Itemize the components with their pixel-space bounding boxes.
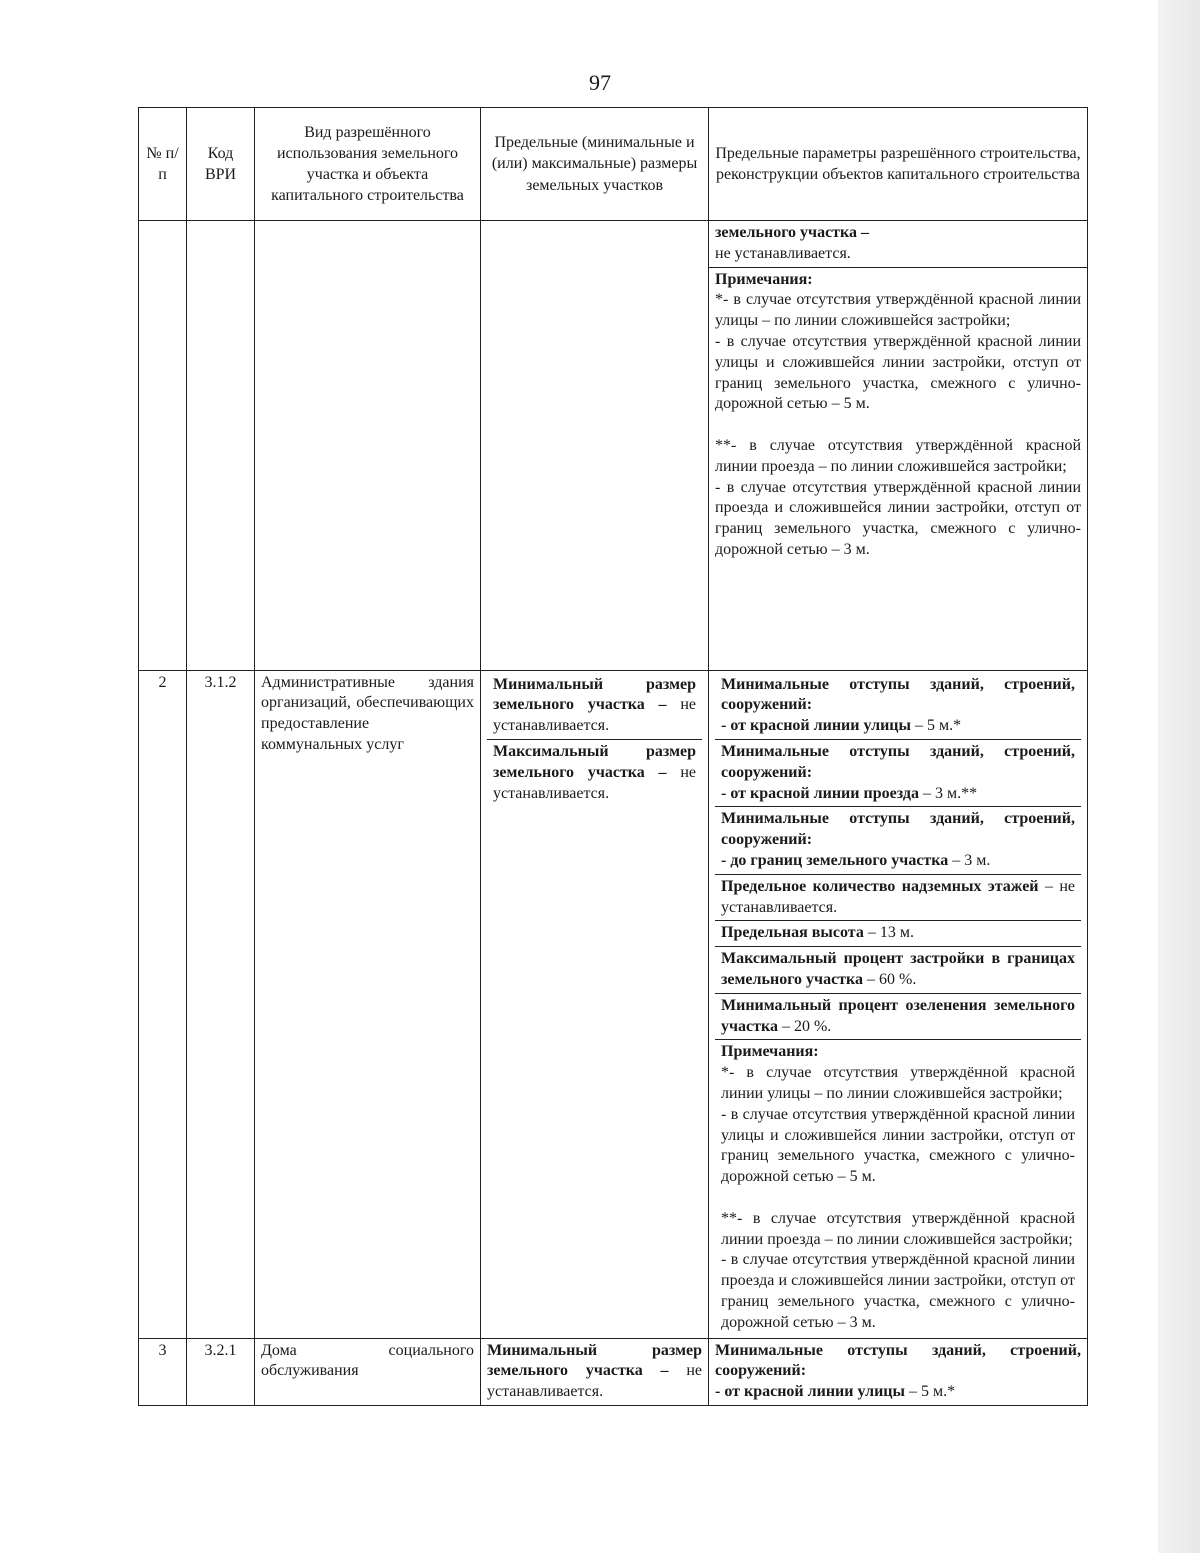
- continuation-param: [709, 221, 1088, 268]
- param-height: [715, 921, 1081, 947]
- param-heading: Минимальный процент озеленения земельного участка: [721, 996, 1075, 1035]
- table-row: [139, 1338, 1088, 1405]
- param-value: – 5 м.*: [915, 717, 962, 735]
- param-line: - от красной линии проезда: [721, 784, 919, 802]
- scan-margin: [1158, 0, 1200, 1553]
- table-row: [139, 221, 1088, 268]
- size-min-heading: Минимальный размер земельного участка –: [487, 1341, 702, 1380]
- row-size: [481, 670, 709, 1338]
- size-max-value: не устанавливается.: [493, 763, 697, 802]
- param-build-percent: [715, 947, 1081, 994]
- row-params: [709, 670, 1088, 1338]
- param-heading: Предельное количество надземных этажей: [721, 877, 1039, 895]
- row-params: [709, 1338, 1088, 1405]
- header-code: Код ВРИ: [187, 108, 255, 221]
- param-driveway-setback: [715, 740, 1081, 807]
- header-type: Вид разрешённого использования земельного участка и объекта капитального строительства: [255, 108, 481, 221]
- header-size: Предельные (минимальные и (или) максимальные) размеры земельных участков: [481, 108, 709, 221]
- size-min-heading: Минимальный размер земельного участка –: [493, 675, 696, 714]
- size-min: [487, 673, 702, 740]
- note-text: - в случае отсутствия утверждённой красной линии улицы и сложившейся линии застройки, отступ от границ земельного участка, смежного с улично-дорожной сетью – 5 м.: [715, 332, 1081, 413]
- size-max-heading: Максимальный размер земельного участка –: [493, 742, 696, 781]
- param-heading: Минимальные отступы зданий, строений, сооружений:: [721, 675, 1075, 714]
- continuation-size: [481, 221, 709, 671]
- table-row: [139, 670, 1088, 1338]
- notes-title: Примечания:: [715, 270, 813, 288]
- param-boundary-setback: [715, 807, 1081, 874]
- param-floors: [715, 875, 1081, 922]
- regulations-table: [138, 107, 1088, 1406]
- header-params: Предельные параметры разрешённого строительства, реконструкции объектов капитального строительства: [709, 108, 1088, 221]
- note-text: **- в случае отсутствия утверждённой красной линии проезда – по линии сложившейся застройки;: [715, 436, 1081, 475]
- continuation-num: [139, 221, 187, 671]
- note-text: - в случае отсутствия утверждённой красной линии улицы и сложившейся линии застройки, отступ от границ земельного участка, смежного с улично-дорожной сетью – 5 м.: [721, 1105, 1075, 1186]
- param-heading: Минимальные отступы зданий, строений, сооружений:: [721, 742, 1075, 781]
- param-value: – 20 %.: [781, 1017, 832, 1035]
- param-heading: Предельная высота: [721, 924, 864, 942]
- param-value: не устанавливается.: [715, 244, 851, 262]
- row-code: 3.1.2: [187, 670, 255, 1338]
- param-line: - от красной линии улицы: [715, 1383, 905, 1401]
- note-text: - в случае отсутствия утверждённой красной линии проезда и сложившейся линии застройки, отступ от границ земельного участка, смежного с улично-дорожной сетью – 3 м.: [715, 478, 1081, 558]
- size-min-value: не устанавливается.: [487, 1362, 703, 1401]
- param-value: – 60 %.: [867, 970, 917, 988]
- param-heading: Минимальные отступы зданий, строений, сооружений:: [715, 1341, 1081, 1380]
- note-text: **- в случае отсутствия утверждённой красной линии проезда – по линии сложившейся застройки;: [721, 1209, 1075, 1248]
- param-value: – 13 м.: [867, 924, 914, 942]
- row-code: 3.2.1: [187, 1338, 255, 1405]
- size-min-value: не устанавливается.: [493, 696, 697, 735]
- param-heading: Максимальный процент застройки в границах земельного участка: [721, 950, 1075, 988]
- header-num: № п/п: [139, 108, 187, 221]
- param-value: – 3 м.**: [922, 784, 978, 802]
- continuation-type: [255, 221, 481, 671]
- continuation-code: [187, 221, 255, 671]
- row-num: 3: [139, 1338, 187, 1405]
- param-heading: Минимальные отступы зданий, строений, сооружений:: [721, 810, 1075, 849]
- note-text: *- в случае отсутствия утверждённой красной линии улицы – по линии сложившейся застройки;: [721, 1064, 1075, 1102]
- note-text: *- в случае отсутствия утверждённой красной линии улицы – по линии сложившейся застройки;: [715, 291, 1081, 330]
- param-value: – не устанавливается.: [721, 877, 1076, 916]
- continuation-notes: [709, 267, 1088, 670]
- row-type: Административные здания организаций, обеспечивающих предоставление коммунальных услуг: [255, 670, 481, 1338]
- param-street-setback: [715, 673, 1081, 740]
- size-max: [487, 740, 702, 806]
- param-heading: земельного участка –: [715, 224, 870, 241]
- param-line: - до границ земельного участка: [721, 851, 949, 869]
- note-text: - в случае отсутствия утверждённой красной линии проезда и сложившейся линии застройки, отступ от границ земельного участка, смежного с улично-дорожной сетью – 3 м.: [721, 1251, 1075, 1331]
- param-value: – 3 м.: [952, 851, 991, 869]
- notes-title: Примечания:: [721, 1043, 819, 1061]
- param-value: – 5 м.*: [909, 1383, 956, 1401]
- row-num: 2: [139, 670, 187, 1338]
- row-type: Дома социального обслуживания: [255, 1338, 481, 1405]
- table-header-row: [139, 108, 1088, 221]
- row-notes: [715, 1040, 1081, 1335]
- param-green-percent: [715, 994, 1081, 1041]
- param-line: - от красной линии улицы: [721, 717, 911, 735]
- page-number: 97: [589, 70, 611, 95]
- row-size: [481, 1338, 709, 1405]
